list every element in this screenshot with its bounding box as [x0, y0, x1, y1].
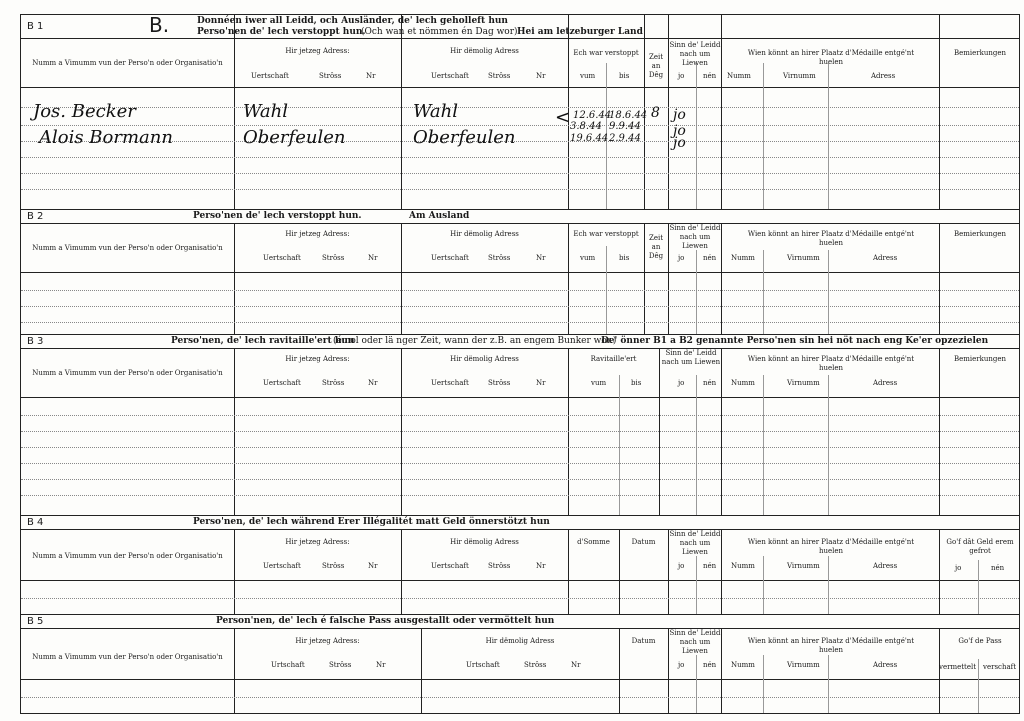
col-no: nén	[703, 661, 717, 669]
col-pass-given: Go'f de Pass	[958, 637, 1002, 645]
col-name: Numm a Vimumm vun der Perso'n oder Organisatio'n	[32, 552, 223, 560]
section-scope: Am Ausland	[409, 211, 470, 221]
col-current-address: Hir jetzeg Adress:	[285, 355, 350, 363]
col-nr: Nr	[368, 562, 378, 570]
col-locality: Urtschaft	[466, 661, 500, 669]
col-survival: Sinn de' Leidd nach um Liewen	[661, 349, 721, 366]
section-b4-header	[21, 516, 1019, 530]
section-b2	[20, 209, 1020, 335]
col-medal-address: Adress	[873, 661, 898, 669]
entry-name: Alois Bormann	[39, 127, 173, 148]
section-scope: Hei am letzeburger Land	[517, 27, 643, 37]
col-nr: Nr	[536, 254, 546, 262]
section-b5-header	[21, 615, 1019, 629]
section-title: Person'nen, de' lech é falsche Pass ausgestallt oder vermöttelt hun	[216, 616, 555, 626]
col-days: Zeit an Dêg	[648, 234, 664, 260]
entry-until: 2.9.44	[609, 133, 641, 144]
entry-from: 12.6.44	[573, 110, 612, 121]
col-name: Numm a Vimumm vun der Perso'n oder Organisatio'n	[32, 653, 223, 661]
section-note: De' önner B1 a B2 genannte Perso'nen sin hei nöt nach eng Ke'er opzezielen	[601, 336, 989, 346]
col-street: Strôss	[488, 562, 511, 570]
col-survival: Sinn de' Leidd nach um Liewen	[669, 629, 721, 655]
col-medal-name: Numm	[727, 72, 751, 80]
col-nr: Nr	[368, 379, 378, 387]
col-from: vum	[580, 72, 596, 80]
entry-alive: jo	[673, 107, 686, 123]
section-b2-header	[21, 210, 1019, 224]
col-nr: Nr	[536, 379, 546, 387]
col-current-address: Hir jetzeg Adress:	[285, 230, 350, 238]
col-until: bis	[631, 379, 642, 387]
col-provisioned: Ravitaille'ert	[590, 355, 637, 363]
col-former-address: Hir dëmolig Adress	[450, 47, 519, 55]
col-hidden: Ech war verstoppt	[573, 230, 639, 238]
col-locality: Uertschaft	[431, 254, 469, 262]
col-medal: Wien könnt an hirer Plaatz d'Médaille entgé'nt huelen	[747, 49, 915, 66]
col-locality: Uertschaft	[431, 72, 469, 80]
col-survival: Sinn de' Leidd nach um Liewen	[669, 530, 721, 556]
entry-alive: jo	[673, 135, 686, 151]
form-letter: B.	[149, 13, 170, 37]
col-medal-name: Numm	[731, 254, 755, 262]
col-no: nén	[703, 379, 717, 387]
col-from: vum	[591, 379, 607, 387]
section-b3-header	[21, 335, 1019, 349]
col-nr: Nr	[376, 661, 386, 669]
section-b3	[20, 334, 1020, 516]
section-id: B 1	[27, 21, 44, 32]
entry-until: 9.9.44	[609, 121, 641, 132]
col-yes: jo	[678, 661, 685, 669]
col-amount: d'Somme	[577, 538, 610, 546]
col-name: Numm a Vimumm vun der Perso'n oder Organisatio'n	[32, 59, 223, 67]
entry-until: 18.6.44	[609, 110, 648, 121]
col-street: Strôss	[322, 562, 345, 570]
col-name: Numm a Vimumm vun der Perso'n oder Organisatio'n	[32, 244, 223, 252]
col-medal: Wien könnt an hirer Plaatz d'Médaille entgé'nt huelen	[747, 230, 915, 247]
col-nr: Nr	[571, 661, 581, 669]
col-money-returned: Go'f dât Geld erem gefrot	[946, 538, 1014, 555]
col-street: Strôss	[524, 661, 547, 669]
col-no: nén	[991, 564, 1005, 572]
col-medal-firstname: Virnumm	[783, 72, 816, 80]
section-title: Perso'nen, de' lech ravitaille'ert hun	[171, 336, 355, 346]
entry-former-locality: Oberfeulen	[413, 127, 516, 148]
col-medal-name: Numm	[731, 379, 755, 387]
entry-current-locality: Oberfeulen	[243, 127, 346, 148]
col-from: vum	[580, 254, 596, 262]
col-yes: jo	[955, 564, 962, 572]
col-medal-firstname: Virnumm	[787, 254, 820, 262]
col-locality: Uertschaft	[431, 379, 469, 387]
col-medal-firstname: Virnumm	[787, 661, 820, 669]
entry-alive: jo	[673, 123, 686, 139]
col-current-address: Hir jetzeg Adress:	[285, 47, 350, 55]
col-yes: jo	[678, 72, 685, 80]
col-former-address: Hir dëmolig Adress	[450, 538, 519, 546]
col-until: bis	[619, 72, 630, 80]
col-nr: Nr	[368, 254, 378, 262]
col-remarks: Bemierkungen	[953, 355, 1007, 363]
section-subtitle: Perso'nen de' lech verstoppt hun.	[197, 27, 366, 37]
col-medal: Wien könnt an hirer Plaatz d'Médaille entgé'nt huelen	[747, 538, 915, 555]
col-current-address: Hir jetzeg Adress:	[295, 637, 360, 645]
col-street: Strôss	[329, 661, 352, 669]
col-locality: Urtschaft	[271, 661, 305, 669]
col-days: Zeit an Dêg	[648, 53, 664, 79]
col-street: Strôss	[488, 254, 511, 262]
col-no: nén	[703, 562, 717, 570]
col-date: Datum	[631, 637, 656, 645]
col-no: nén	[703, 72, 717, 80]
col-former-address: Hir dëmolig Adress	[450, 230, 519, 238]
col-medal-address: Adress	[873, 379, 898, 387]
col-name: Numm a Vimumm vun der Perso'n oder Organisatio'n	[32, 369, 223, 377]
section-title: Perso'nen de' lech verstoppt hun.	[193, 211, 362, 221]
entry-name: Jos. Becker	[33, 101, 136, 122]
col-locality: Uertschaft	[263, 254, 301, 262]
col-street: Strôss	[488, 72, 511, 80]
col-street: Strôss	[319, 72, 342, 80]
col-locality: Uertschaft	[263, 562, 301, 570]
col-survival: Sinn de' Leidd nach um Liewen	[669, 41, 721, 67]
section-subtitle-note: (Och wan et nömmen én Dag wor)	[361, 27, 518, 37]
entry-current-locality: Wahl	[243, 101, 289, 122]
section-subtitle: (émol oder lä nger Zeit, wann der z.B. an engem Bunker wor.)	[333, 336, 617, 346]
col-until: bis	[619, 254, 630, 262]
col-medal-address: Adress	[873, 562, 898, 570]
col-medal: Wien könnt an hirer Plaatz d'Médaille entgé'nt huelen	[747, 637, 915, 654]
entry-from: 3.8.44	[570, 121, 602, 132]
col-medal-firstname: Virnumm	[787, 562, 820, 570]
col-remarks: Bemierkungen	[953, 49, 1007, 57]
col-locality: Uertschaft	[263, 379, 301, 387]
col-locality: Uertschaft	[431, 562, 469, 570]
col-medal: Wien könnt an hirer Plaatz d'Médaille entgé'nt huelen	[747, 355, 915, 372]
section-b1-header	[21, 15, 1019, 39]
col-nr: Nr	[536, 562, 546, 570]
section-b5	[20, 614, 1020, 714]
section-b1	[20, 14, 1020, 210]
col-street: Strôss	[322, 379, 345, 387]
col-current-address: Hir jetzeg Adress:	[285, 538, 350, 546]
section-title: Donnéen iwer all Leidd, och Ausländer, de' lech geholleft hun	[197, 16, 508, 26]
entry-days: 8	[651, 105, 660, 121]
col-nr: Nr	[536, 72, 546, 80]
bracket-mark: <	[555, 107, 571, 128]
col-former-address: Hir dëmolig Adress	[485, 637, 555, 645]
col-former-address: Hir dëmolig Adress	[450, 355, 519, 363]
col-street: Strôss	[488, 379, 511, 387]
entry-former-locality: Wahl	[413, 101, 459, 122]
col-hidden: Ech war verstoppt	[573, 49, 639, 57]
col-medal-name: Numm	[731, 661, 755, 669]
section-id: B 2	[27, 211, 44, 222]
col-locality: Uertschaft	[251, 72, 289, 80]
col-medal-address: Adress	[873, 254, 898, 262]
entry-from: 19.6.44	[570, 133, 609, 144]
col-street: Strôss	[322, 254, 345, 262]
section-title: Perso'nen, de' lech während Erer Illégalitét matt Geld önnerstötzt hun	[193, 517, 550, 527]
col-medal-name: Numm	[731, 562, 755, 570]
col-nr: Nr	[366, 72, 376, 80]
col-yes: jo	[678, 379, 685, 387]
col-issued: vermettelt	[939, 663, 977, 671]
col-medal-address: Adress	[871, 72, 896, 80]
col-remarks: Bemierkungen	[953, 230, 1007, 238]
col-made: verschaft	[983, 663, 1017, 671]
col-survival: Sinn de' Leidd nach um Liewen	[669, 224, 721, 250]
section-id: B 3	[27, 336, 44, 347]
section-id: B 4	[27, 517, 44, 528]
col-yes: jo	[678, 562, 685, 570]
section-b4	[20, 515, 1020, 615]
col-date: Datum	[631, 538, 656, 546]
col-no: nén	[703, 254, 717, 262]
col-yes: jo	[678, 254, 685, 262]
section-id: B 5	[27, 616, 44, 627]
col-medal-firstname: Virnumm	[787, 379, 820, 387]
